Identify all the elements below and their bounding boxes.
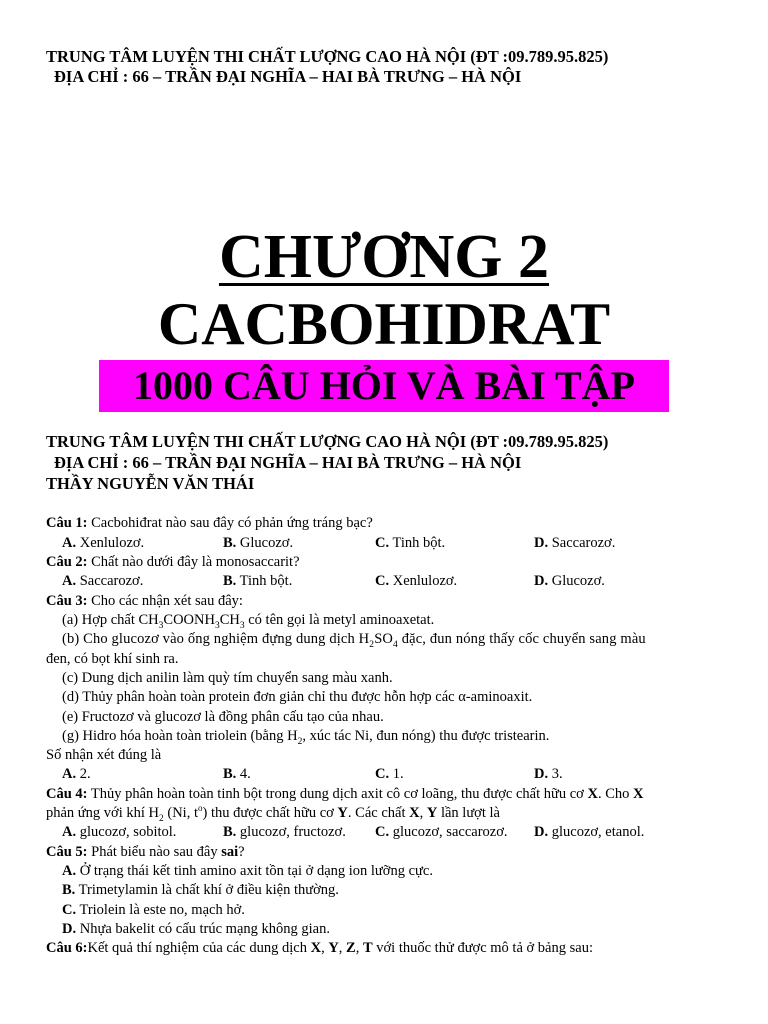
teacher-name: THẦY NGUYỄN VĂN THÁI — [46, 474, 255, 493]
question-4-cont: phản ứng với khí $H_2$ (Ni, $t^o$) thu được chất hữu cơ Y. Các chất X, Y lần lượt là — [46, 803, 500, 824]
q3-statement-c: (c) Dung dịch anilin làm quỳ tím chuyển sang màu xanh. — [62, 670, 393, 686]
q4-option-a: A. glucozơ, sobitol. — [62, 824, 177, 840]
q1-option-d: D. Saccarozơ. — [534, 535, 616, 551]
q1-option-c: C. Tinh bột. — [375, 535, 446, 551]
banner-text: 1000 CÂU HỎI VÀ BÀI TẬP — [133, 363, 635, 408]
q3-count-prompt: Số nhận xét đúng là — [46, 747, 162, 763]
q2-option-c: C. Xenlulozơ. — [375, 573, 458, 589]
question-label: Câu 5: — [46, 844, 88, 860]
q4-option-d: D. glucozơ, etanol. — [534, 824, 645, 840]
center-name-header: TRUNG TÂM LUYỆN THI CHẤT LƯỢNG CAO HÀ NỘI (ĐT :09.789.95.825) — [46, 47, 609, 66]
question-label: Câu 1: — [46, 515, 88, 531]
q3-statement-d: (d) Thủy phân hoàn toàn protein đơn giản chỉ thu được hỗn hợp các α-aminoaxit. — [62, 689, 533, 705]
q4-option-b: B. glucozơ, fructozơ. — [223, 824, 346, 840]
question-2 — [46, 553, 300, 572]
center-address-header: ĐỊA CHỈ : 66 – TRẦN ĐẠI NGHĨA – HAI BÀ TRƯNG – HÀ NỘI — [54, 67, 522, 86]
question-5: Câu 5: Phát biểu nào sau đây sai? — [46, 844, 245, 860]
q5-option-c: C. Triolein là este no, mạch hở. — [62, 902, 245, 918]
question-label: Câu 6: — [46, 940, 88, 956]
center-name-header-2: TRUNG TÂM LUYỆN THI CHẤT LƯỢNG CAO HÀ NỘI (ĐT :09.789.95.825) — [46, 432, 609, 451]
q1-option-a: A. Xenlulozơ. — [62, 535, 145, 551]
q4-option-c: C. glucozơ, saccarozơ. — [375, 824, 508, 840]
q5-option-b: B. Trimetylamin là chất khí ở điều kiện thường. — [62, 882, 339, 898]
q3-option-b: B. 4. — [223, 766, 251, 782]
question-1 — [46, 514, 373, 533]
question-label: Câu 2: — [46, 554, 88, 570]
highlight-banner — [99, 360, 669, 412]
center-address-header-2: ĐỊA CHỈ : 66 – TRẦN ĐẠI NGHĨA – HAI BÀ TRƯNG – HÀ NỘI — [54, 453, 522, 472]
q5-option-a: A. Ở trạng thái kết tinh amino axit tồn tại ở dạng ion lưỡng cực. — [62, 863, 433, 879]
q3-statement-a: (a) Hợp chất $CH_3COONH_3CH_3$ có tên gọi là metyl aminoaxetat. — [62, 612, 435, 631]
q2-option-d: D. Glucozơ. — [534, 573, 605, 589]
q3-option-c: C. 1. — [375, 766, 404, 782]
q2-option-b: B. Tinh bột. — [223, 573, 293, 589]
question-4: Câu 4: Thủy phân hoàn toàn tinh bột trong dung dịch axit cô cơ loãng, thu được chất hữu cơ X. Cho X — [46, 786, 644, 802]
q5-option-d: D. Nhựa bakelit có cấu trúc mạng không gian. — [62, 921, 330, 937]
q2-option-a: A. Saccarozơ. — [62, 573, 144, 589]
q3-statement-b-cont: đen, có bọt khí sinh ra. — [46, 651, 179, 667]
question-label: Câu 4: — [46, 786, 88, 802]
topic-title: CACBOHIDRAT — [157, 291, 611, 357]
question-label: Câu 3: — [46, 593, 88, 609]
question-text: Chất nào dưới đây là monosaccarit? — [87, 554, 300, 570]
q3-option-a: A. 2. — [62, 766, 91, 782]
chapter-title: CHƯƠNG 2 — [218, 223, 550, 291]
q3-option-d: D. 3. — [534, 766, 563, 782]
question-6: Câu 6:Kết quả thí nghiệm của các dung dịch X, Y, Z, T với thuốc thử được mô tả ở bảng sau: — [46, 940, 593, 956]
q3-statement-g: (g) Hidro hóa hoàn toàn triolein (bằng $H_2$, xúc tác Ni, đun nóng) thu được tristearin. — [62, 728, 550, 747]
q3-statement-b: (b) Cho glucozơ vào ống nghiệm đựng dung dịch $H_2SO_4$ đặc, đun nóng thấy cốc chuyển sang màu — [62, 631, 646, 650]
question-text: Cho các nhận xét sau đây: — [87, 593, 243, 609]
q1-option-b: B. Glucozơ. — [223, 535, 294, 551]
question-3 — [46, 592, 243, 611]
question-text: Cacbohiđrat nào sau đây có phản ứng tráng bạc? — [87, 515, 373, 531]
q3-statement-e: (e) Fructozơ và glucozơ là đồng phân cấu tạo của nhau. — [62, 709, 384, 725]
